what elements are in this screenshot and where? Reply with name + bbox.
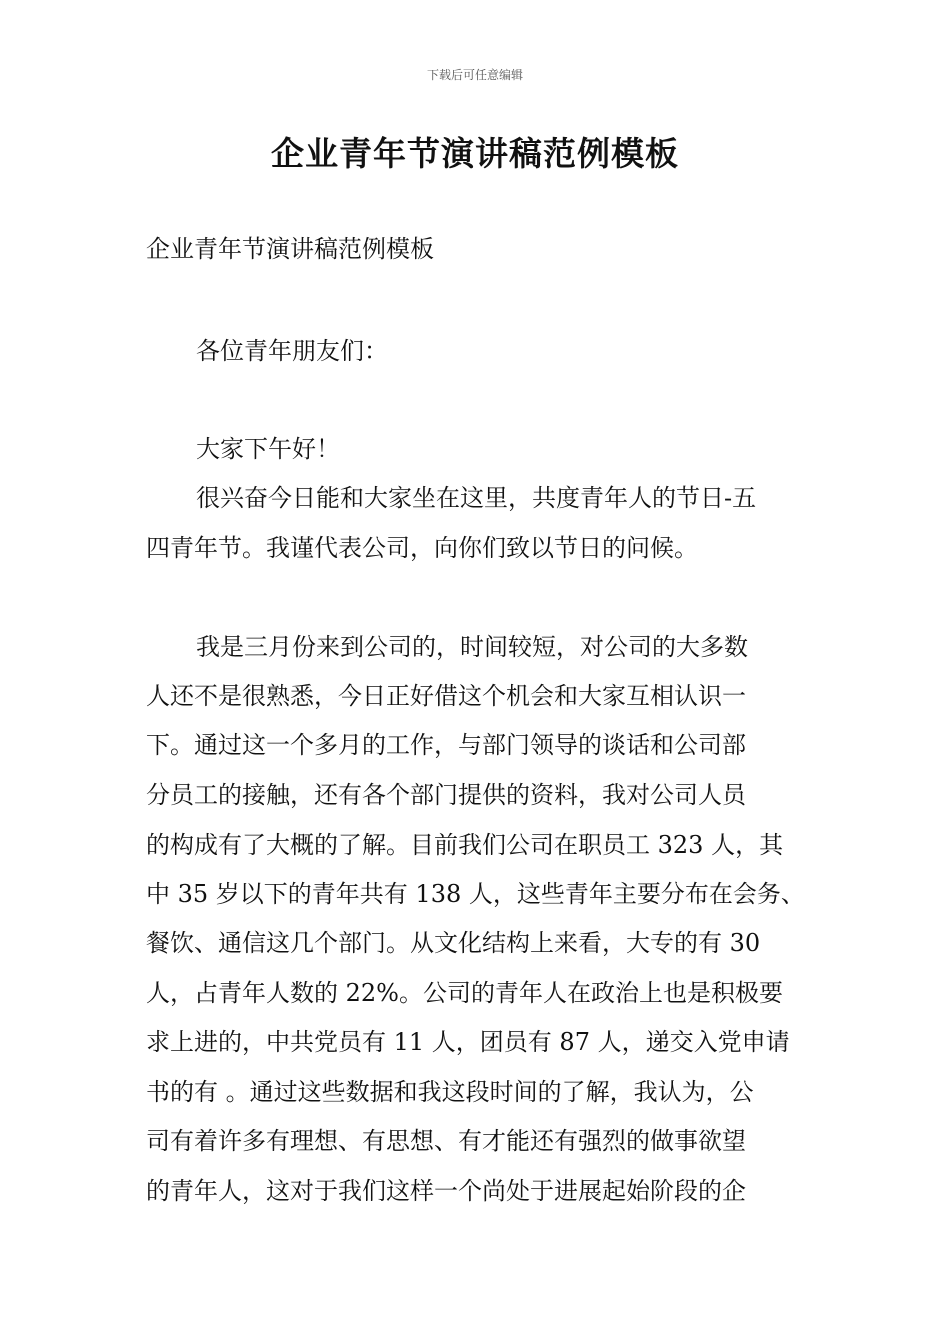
paragraph2-line: 分员工的接触，还有各个部门提供的资料，我对公司人员 (146, 781, 746, 809)
paragraph2-line: 书的有 。通过这些数据和我这段时间的了解，我认为，公 (146, 1078, 754, 1106)
paragraph2-line: 下。通过这一个多月的工作，与部门领导的谈话和公司部 (146, 731, 746, 759)
paragraph2-line: 中 35 岁以下的青年共有 138 人，这些青年主要分布在会务、 (146, 880, 805, 908)
paragraph2-line: 我是三月份来到公司的，时间较短，对公司的大多数 (196, 633, 748, 661)
paragraph2-line: 人，占青年人数的 22%。公司的青年人在政治上也是积极要 (146, 979, 783, 1007)
salutation-line: 各位青年朋友们： (196, 337, 388, 365)
paragraph2-line: 求上进的，中共党员有 11 人，团员有 87 人，递交入党申请 (146, 1028, 790, 1056)
paragraph1-line: 很兴奋今日能和大家坐在这里，共度青年人的节日-五 (196, 484, 757, 512)
paragraph2-line: 的青年人，这对于我们这样一个尚处于进展起始阶段的企 (146, 1177, 746, 1205)
paragraph2-line: 的构成有了大概的了解。目前我们公司在职员工 323 人，其 (146, 831, 784, 859)
paragraph1-line: 四青年节。我谨代表公司，向你们致以节日的问候。 (146, 534, 698, 562)
subtitle-line: 企业青年节演讲稿范例模板 (146, 235, 434, 263)
header-note: 下载后可任意编辑 (426, 68, 523, 82)
paragraph2-line: 餐饮、通信这几个部门。从文化结构上来看，大专的有 30 (146, 929, 761, 957)
paragraph2-line: 司有着许多有理想、有思想、有才能还有强烈的做事欲望 (146, 1127, 746, 1155)
document-title: 企业青年节演讲稿范例模板 (271, 134, 679, 173)
paragraph2-line: 人还不是很熟悉，今日正好借这个机会和大家互相认识一 (146, 682, 746, 710)
greeting-line: 大家下午好！ (196, 435, 340, 463)
